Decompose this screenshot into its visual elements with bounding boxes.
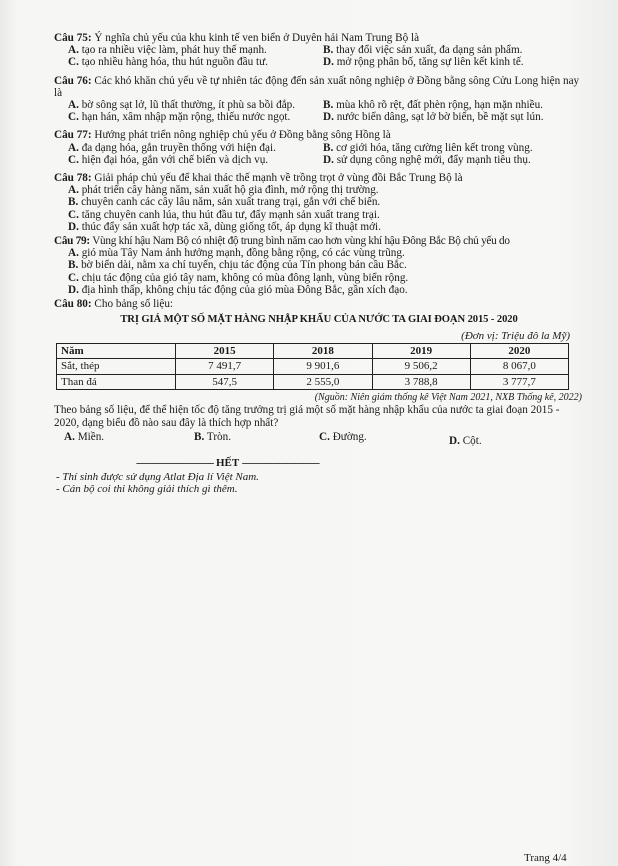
option-a: A. tạo ra nhiều việc làm, phát huy thế mạnh. (68, 44, 267, 57)
option-a: A. gió mùa Tây Nam ảnh hưởng mạnh, đồng bằng rộng, có các vùng trũng. (68, 247, 405, 260)
question-79 (54, 235, 584, 296)
option-c: C. hạn hán, xâm nhập mặn rộng, thiếu nước ngọt. (68, 111, 291, 124)
option-c: C. tạo nhiều hàng hóa, thu hút nguồn đầu tư. (68, 56, 268, 69)
option-d: D. thúc đẩy sản xuất hợp tác xã, dùng giống tốt, áp dụng kĩ thuật mới. (68, 220, 381, 233)
footer-note: - Thí sinh được sử dụng Atlat Địa lí Việt Nam. (56, 471, 259, 484)
row-label: Sắt, thép (57, 359, 176, 375)
table-cell: 547,5 (176, 374, 274, 390)
options (68, 142, 584, 166)
options (68, 99, 584, 123)
footer-note: - Cán bộ coi thi không giải thích gì thêm. (56, 483, 238, 496)
question-80 (54, 298, 584, 447)
question-prompt: Theo bảng số liệu, để thể hiện tốc độ tăng trưởng trị giá một số mặt hàng nhập khẩu của nước ta giai đoạn 2015 - 2020, dạng biểu đồ nào sau đây là thích hợp nhất? (54, 404, 560, 429)
option-b: B. cơ giới hóa, tăng cường liên kết trong vùng. (323, 141, 533, 154)
data-table (56, 343, 569, 391)
option-b: B. chuyên canh các cây lâu năm, sản xuất trang trại, gắn với chế biến. (68, 196, 381, 209)
question-number: Câu 75: (54, 32, 92, 44)
options (64, 431, 584, 447)
exam-content (54, 32, 584, 496)
option-c: C. hiện đại hóa, gắn với chế biến và dịch vụ. (68, 153, 269, 166)
table-cell: 8 067,0 (470, 359, 568, 375)
table-row (57, 359, 569, 375)
table-header-cell: 2015 (176, 343, 274, 359)
page-number: Trang 4/4 (524, 852, 567, 864)
option-a: A. phát triển cây hàng năm, sản xuất hộ gia đình, mở rộng thị trường. (68, 184, 379, 197)
option-a: A. Miền. (64, 430, 105, 443)
table-cell: 3 777,7 (470, 374, 568, 390)
option-c: C. chịu tác động của gió tây nam, không có mùa đông lạnh, vùng biển rộng. (68, 271, 409, 284)
question-text: Giải pháp chủ yếu để khai thác thế mạnh về trồng trọt ở vùng đồi Bắc Trung Bộ là (94, 172, 463, 185)
table-cell: 9 901,6 (274, 359, 372, 375)
question-75 (54, 32, 584, 69)
question-text: Hướng phát triển nông nghiệp chủ yếu ở Đồng bằng sông Hồng là (94, 129, 391, 142)
end-marker: ----------------------------- HẾT ----------------------------- (136, 456, 319, 469)
table-header-cell: 2020 (470, 343, 568, 359)
options (68, 184, 584, 233)
question-text: Ý nghĩa chủ yếu của khu kinh tế ven biển ở Duyên hải Nam Trung Bộ là (94, 32, 420, 44)
table-header-cell: 2019 (372, 343, 470, 359)
question-76 (54, 75, 584, 124)
question-number: Câu 79: (54, 235, 90, 248)
table-header-row (57, 343, 569, 359)
question-text: Cho bảng số liệu: (94, 298, 174, 311)
table-row (57, 374, 569, 390)
options (68, 44, 584, 68)
option-c: C. tăng chuyên canh lúa, thu hút đầu tư, đẩy mạnh sản xuất trang trại. (68, 208, 380, 221)
option-d: D. Cột. (449, 434, 482, 447)
table-unit: (Đơn vị: Triệu đô la Mỹ) (461, 330, 570, 343)
question-number: Câu 78: (54, 172, 92, 185)
question-number: Câu 80: (54, 298, 92, 311)
option-d: D. nước biển dâng, sạt lở bờ biển, bề mặt sụt lún. (323, 111, 544, 124)
option-b: B. thay đổi việc sản xuất, đa dạng sản phẩm. (323, 44, 523, 57)
table-cell: 2 555,0 (274, 374, 372, 390)
table-header-cell: Năm (57, 343, 176, 359)
option-d: D. mở rộng phân bố, tăng sự liên kết kinh tế. (323, 56, 524, 69)
question-number: Câu 77: (54, 129, 92, 142)
table-source: (Nguồn: Niên giám thống kê Việt Nam 2021, NXB Thống kê, 2022) (314, 392, 582, 404)
table-header-cell: 2018 (274, 343, 372, 359)
table-cell: 3 788,8 (372, 374, 470, 390)
option-d: D. địa hình thấp, không chịu tác động của gió mùa Đông Bắc, gần xích đạo. (68, 283, 408, 296)
question-77 (54, 129, 584, 166)
table-cell: 7 491,7 (176, 359, 274, 375)
question-number: Câu 76: (54, 74, 92, 87)
option-a: A. bờ sông sạt lở, lũ thất thường, ít phù sa bồi đắp. (68, 99, 296, 112)
question-78 (54, 172, 584, 233)
option-b: B. bờ biển dài, nằm xa chí tuyến, chịu tác động của Tín phong bán cầu Bắc. (68, 259, 407, 272)
table-title: TRỊ GIÁ MỘT SỐ MẶT HÀNG NHẬP KHẨU CỦA NƯỚC TA GIAI ĐOẠN 2015 - 2020 (120, 314, 518, 326)
option-c: C. Đường. (319, 430, 367, 443)
option-b: B. mùa khô rõ rệt, đất phèn rộng, hạn mặn nhiều. (323, 99, 543, 112)
option-b: B. Tròn. (194, 430, 232, 443)
question-text: Vùng khí hậu Nam Bộ có nhiệt độ trung bình năm cao hơn vùng khí hậu Đông Bắc Bộ chủ yếu do (92, 235, 510, 248)
options (68, 247, 584, 296)
option-a: A. đa dạng hóa, gắn truyền thống với hiện đại. (68, 141, 276, 154)
table-cell: 9 506,2 (372, 359, 470, 375)
option-d: D. sử dụng công nghệ mới, đẩy mạnh tiêu thụ. (323, 153, 531, 166)
row-label: Than đá (57, 374, 176, 390)
question-text: Các khó khăn chủ yếu về tự nhiên tác động đến sản xuất nông nghiệp ở Đồng bằng sông Cửu Long hiện nay là (54, 74, 580, 99)
